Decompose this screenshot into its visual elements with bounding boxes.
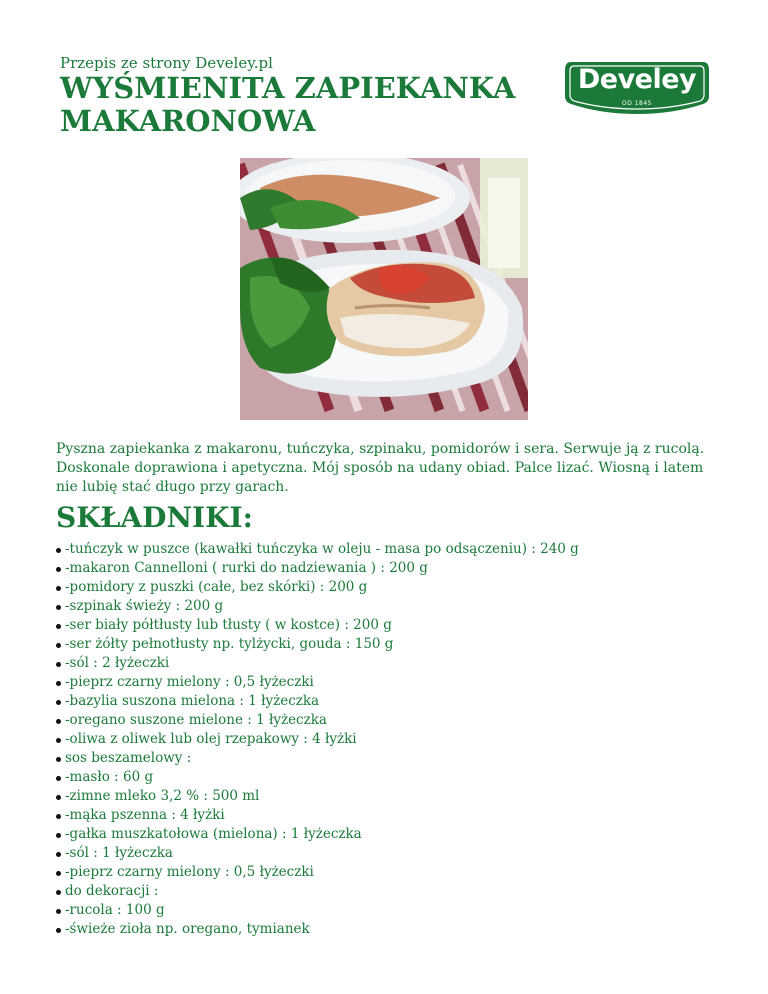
recipe-photo [240,158,528,420]
ingredient-item: -pieprz czarny mielony : 0,5 łyżeczki [56,673,736,692]
ingredient-item: sos beszamelowy : [56,749,736,768]
ingredient-item: -oliwa z oliwek lub olej rzepakowy : 4 łyżki [56,730,736,749]
recipe-title: WYŚMIENITA ZAPIEKANKA MAKARONOWA [60,71,516,138]
ingredient-item: -rucola : 100 g [56,901,736,920]
ingredient-item: -bazylia suszona mielona : 1 łyżeczka [56,692,736,711]
ingredient-item: -pomidory z puszki (całe, bez skórki) : 200 g [56,578,736,597]
ingredient-item: -tuńczyk w puszce (kawałki tuńczyka w oleju - masa po odsączeniu) : 240 g [56,540,736,559]
ingredient-item: -gałka muszkatołowa (mielona) : 1 łyżeczka [56,825,736,844]
ingredient-item: -makaron Cannelloni ( rurki do nadziewania ) : 200 g [56,559,736,578]
ingredient-item: -mąka pszenna : 4 łyżki [56,806,736,825]
ingredient-item: do dekoracji : [56,882,736,901]
ingredient-item: -sól : 2 łyżeczki [56,654,736,673]
ingredient-item: -sól : 1 łyżeczka [56,844,736,863]
ingredient-item: -pieprz czarny mielony : 0,5 łyżeczki [56,863,736,882]
recipe-intro: Pyszna zapiekanka z makaronu, tuńczyka, szpinaku, pomidorów i sera. Serwuje ją z rucolą. Doskonale doprawiona i apetyczna. Mój sposób na udany obiad. Palce lizać. Wiosną i latem nie lubię stać długo przy garach. [56,441,705,495]
develey-logo [563,58,711,116]
logo-wordmark: Develey [577,64,697,95]
ingredient-item: -zimne mleko 3,2 % : 500 ml [56,787,736,806]
ingredient-item: -masło : 60 g [56,768,736,787]
ingredient-item: -ser biały półtłusty lub tłusty ( w kostce) : 200 g [56,616,736,635]
ingredient-item: -świeże zioła np. oregano, tymianek [56,920,736,939]
ingredient-item: -szpinak świeży : 200 g [56,597,736,616]
ingredient-item: -oregano suszone mielone : 1 łyżeczka [56,711,736,730]
source-line: Przepis ze strony Develey.pl [60,54,273,72]
ingredients-list [56,540,736,939]
ingredients-heading: SKŁADNIKI: [56,501,253,534]
logo-established: OD 1845 [621,100,653,107]
ingredient-item: -ser żółty pełnotłusty np. tylżycki, gouda : 150 g [56,635,736,654]
